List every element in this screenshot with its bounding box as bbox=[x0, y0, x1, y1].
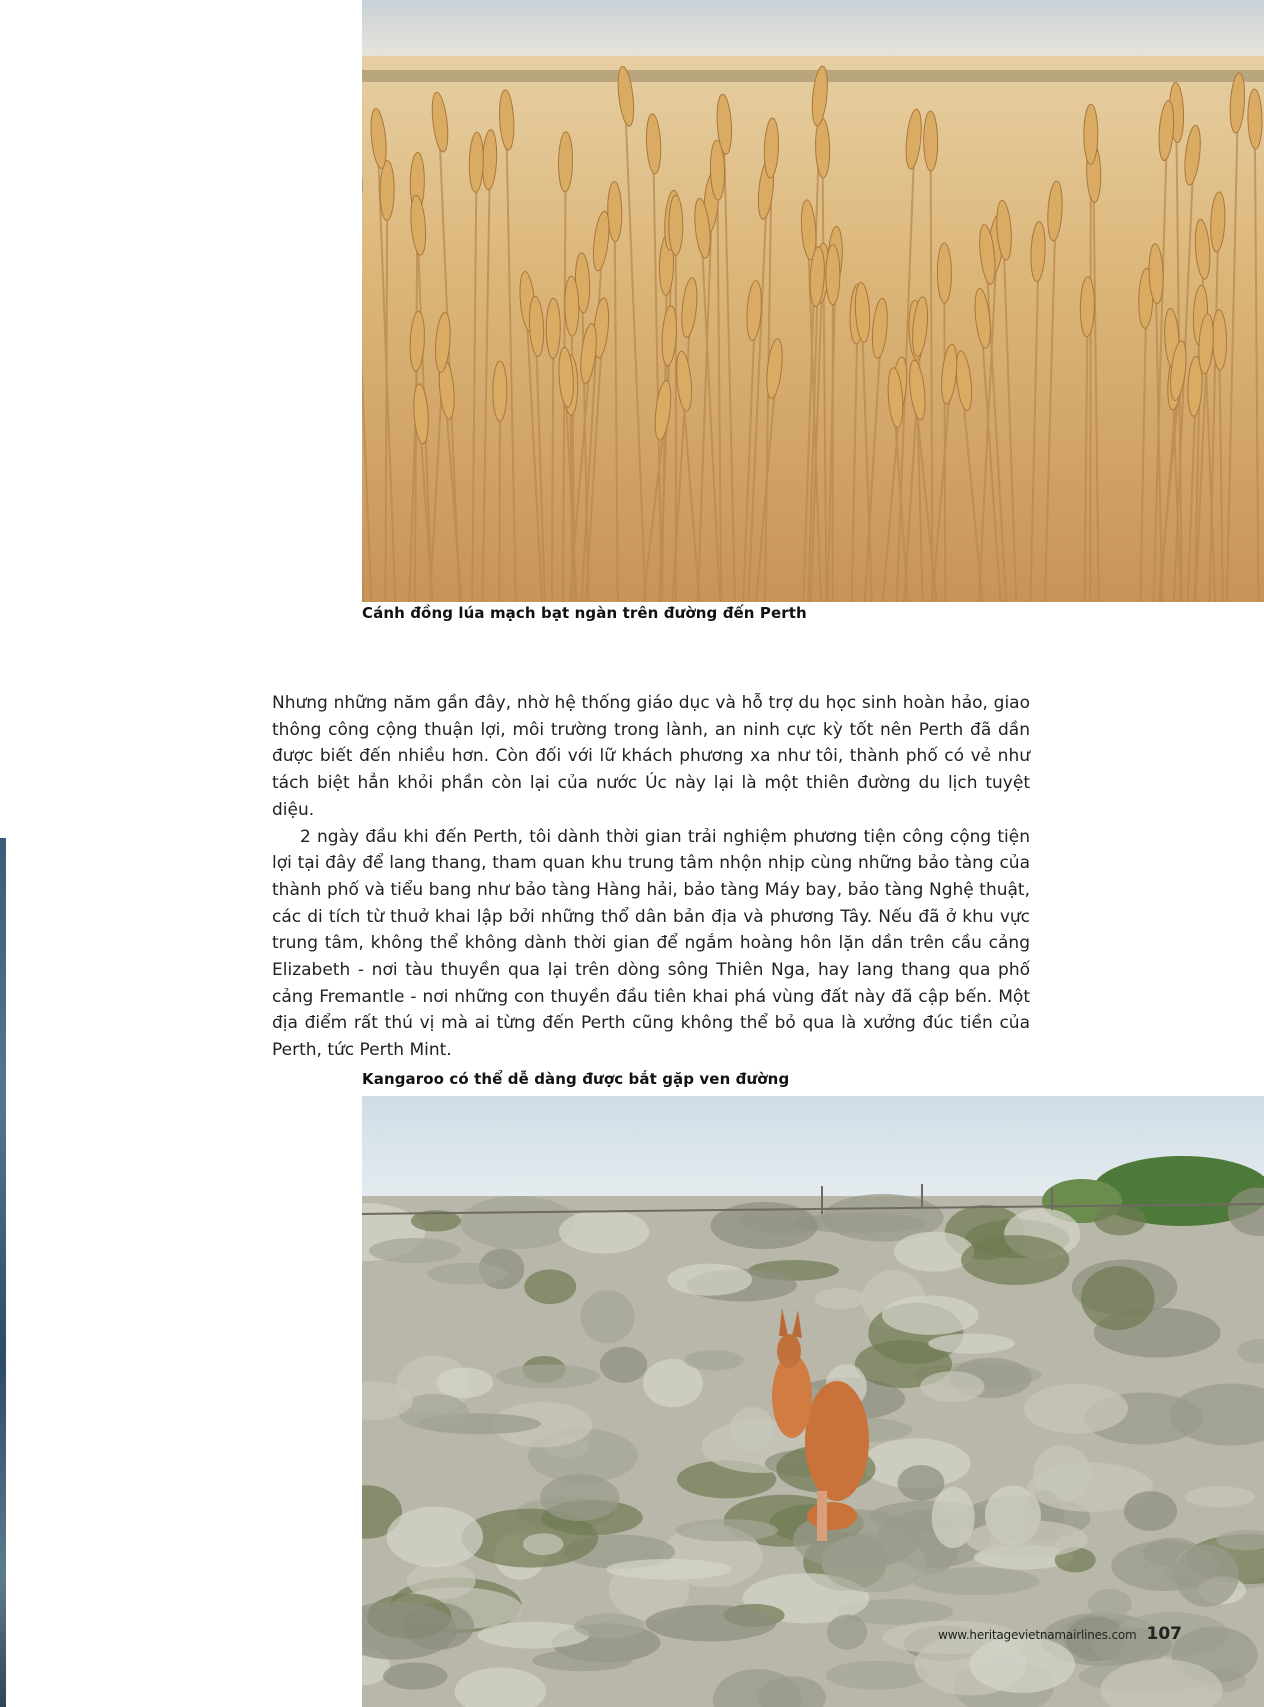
facing-page-edge bbox=[0, 838, 6, 1707]
wheat-field-photo bbox=[362, 0, 1264, 602]
page-footer bbox=[938, 1624, 1182, 1644]
kangaroo-photo bbox=[362, 1096, 1264, 1707]
article-paragraph-1: Nhưng những năm gần đây, nhờ hệ thống giáo dục và hỗ trợ du học sinh hoàn hảo, giao thông công cộng thuận lợi, môi trường trong lành, an ninh cực kỳ tốt nên Perth đã dần được biết đến nhiều hơn. Còn đối với lữ khách phương xa như tôi, thành phố có vẻ như tách biệt hẳn khỏi phần còn lại của nước Úc này lại là một thiên đường du lịch tuyệt diệu. bbox=[272, 693, 1030, 820]
page-number: 107 bbox=[1146, 1624, 1182, 1644]
article-paragraph-2: 2 ngày đầu khi đến Perth, tôi dành thời gian trải nghiệm phương tiện công cộng tiện lợi tại đây để lang thang, tham quan khu trung tâm nhộn nhịp cùng những bảo tàng của thành phố và tiểu bang như bảo tàng Hàng hải, bảo tàng Máy bay, bảo tàng Nghệ thuật, các di tích từ thuở khai lập bởi những thổ dân bản địa và phương Tây. Nếu đã ở khu vực trung tâm, không thể không dành thời gian để ngắm hoàng hôn lặn dần trên cầu cảng Elizabeth - nơi tàu thuyền qua lại trên dòng sông Thiên Nga, hay lang thang qua phố cảng Fremantle - nơi những con thuyền đầu tiên khai phá vùng đất này đã cập bến. Một địa điểm rất thú vị mà ai từng đến Perth cũng không thể bỏ qua là xưởng đúc tiền của Perth, tức Perth Mint. bbox=[272, 826, 1030, 1061]
article-body bbox=[272, 690, 1030, 1064]
footer-url[interactable]: www.heritagevietnamairlines.com bbox=[938, 1628, 1137, 1642]
wheat-photo-caption: Cánh đồng lúa mạch bạt ngàn trên đường đến Perth bbox=[362, 604, 807, 622]
kangaroo-photo-caption: Kangaroo có thể dễ dàng được bắt gặp ven đường bbox=[362, 1070, 790, 1088]
